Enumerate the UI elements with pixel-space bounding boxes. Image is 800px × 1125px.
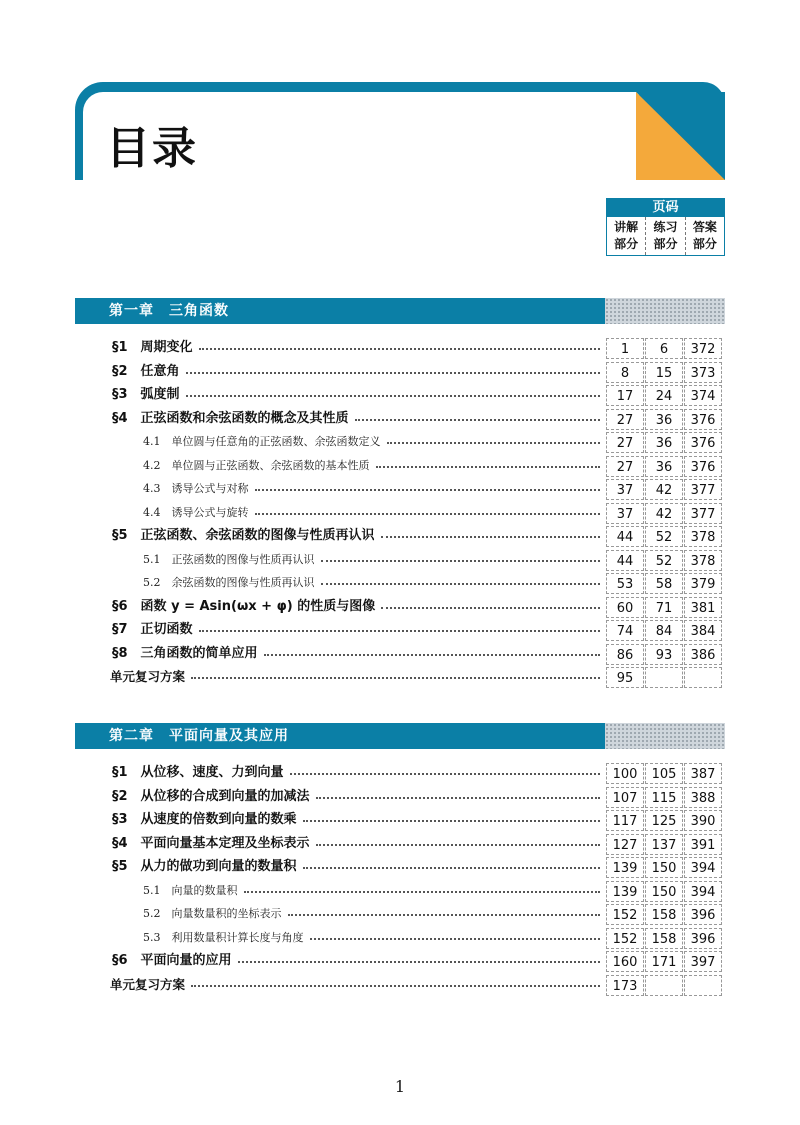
legend-col-line: 部分 xyxy=(692,237,717,251)
page-explain: 95 xyxy=(606,667,644,688)
page-practice: 171 xyxy=(645,951,683,972)
toc-entry-title: 4.1 单位圆与任意角的正弦函数、余弦函数定义 xyxy=(143,435,381,448)
page-answer: 396 xyxy=(684,928,722,949)
toc-entry[interactable] xyxy=(0,454,800,477)
page-practice: 42 xyxy=(645,479,683,500)
page-practice: 158 xyxy=(645,928,683,949)
dot-leader xyxy=(255,485,600,491)
toc-entry-title: 4.2 单位圆与正弦函数、余弦函数的基本性质 xyxy=(143,458,370,472)
page-explain: 139 xyxy=(606,881,644,902)
toc-entry[interactable] xyxy=(0,642,800,665)
page-practice: 52 xyxy=(645,550,683,571)
dot-leader xyxy=(290,769,600,775)
dot-leader xyxy=(186,368,600,374)
dot-leader xyxy=(316,793,600,799)
legend-col-line: 部分 xyxy=(653,237,678,251)
toc-entry-title: §2 从位移的合成到向量的加减法 xyxy=(112,788,310,804)
legend-col-answer xyxy=(685,217,724,255)
page-answer: 373 xyxy=(684,362,722,383)
toc-entry-title: 单元复习方案 xyxy=(110,976,186,992)
page-practice: 137 xyxy=(645,834,683,855)
page-explain: 1 xyxy=(606,338,644,359)
dot-leader xyxy=(288,910,600,916)
dot-leader xyxy=(316,840,600,846)
page-code-legend xyxy=(606,198,725,256)
page-practice xyxy=(645,975,683,996)
chapter-title: 第二章 平面向量及其应用 xyxy=(75,723,605,749)
chapter-header-pattern xyxy=(605,298,725,324)
toc-entry-title: 5.2 余弦函数的图像与性质再认识 xyxy=(143,576,315,589)
page-answer: 376 xyxy=(684,456,722,477)
page-practice: 42 xyxy=(645,503,683,524)
page-answer: 391 xyxy=(684,834,722,855)
page-answer: 396 xyxy=(684,904,722,925)
page-explain: 152 xyxy=(606,904,644,925)
toc-entry[interactable] xyxy=(0,477,800,500)
page-practice: 36 xyxy=(645,432,683,453)
page-practice: 24 xyxy=(645,385,683,406)
legend-col-explain xyxy=(607,217,645,255)
page-explain: 53 xyxy=(606,573,644,594)
legend-col-line: 答案 xyxy=(692,220,717,234)
dot-leader xyxy=(321,556,600,562)
toc-entry[interactable] xyxy=(0,879,800,902)
page-explain: 27 xyxy=(606,432,644,453)
toc-entry-title: 4.4 诱导公式与旋转 xyxy=(143,505,249,519)
toc-entry-title: 5.3 利用数量积计算长度与角度 xyxy=(143,930,304,944)
page-explain: 17 xyxy=(606,385,644,406)
page-practice: 36 xyxy=(645,409,683,430)
toc-entry-title: 单元复习方案 xyxy=(110,669,186,684)
page-answer: 394 xyxy=(684,857,722,878)
page-answer: 374 xyxy=(684,385,722,406)
dot-leader xyxy=(376,462,600,468)
toc-entry[interactable] xyxy=(0,973,800,996)
toc-entry[interactable] xyxy=(0,407,800,430)
toc-entry-title: 4.3 诱导公式与对称 xyxy=(143,482,249,495)
dot-leader xyxy=(238,957,600,963)
toc-entry[interactable] xyxy=(0,949,800,972)
toc-entry-title: §3 从速度的倍数到向量的数乘 xyxy=(112,812,297,827)
page-explain: 139 xyxy=(606,857,644,878)
page-answer: 384 xyxy=(684,620,722,641)
dot-leader xyxy=(191,673,600,679)
dot-leader xyxy=(310,934,600,940)
toc-entry-title: §1 从位移、速度、力到向量 xyxy=(112,765,284,780)
toc-entry-title: §7 正切函数 xyxy=(112,622,193,637)
page-practice: 6 xyxy=(645,338,683,359)
page-explain: 160 xyxy=(606,951,644,972)
dot-leader xyxy=(264,650,600,656)
dot-leader xyxy=(303,816,600,822)
dot-leader xyxy=(199,344,600,350)
toc-entry[interactable] xyxy=(0,360,800,383)
legend-col-line: 部分 xyxy=(614,237,639,251)
dot-leader xyxy=(186,391,600,397)
dot-leader xyxy=(387,438,600,444)
page-answer: 376 xyxy=(684,432,722,453)
page-practice: 84 xyxy=(645,620,683,641)
chapter-header xyxy=(75,298,725,324)
toc-entry[interactable] xyxy=(0,785,800,808)
legend-col-practice xyxy=(645,217,684,255)
toc-entry-title: §6 平面向量的应用 xyxy=(112,953,232,968)
toc-entry[interactable] xyxy=(0,855,800,878)
page-explain: 37 xyxy=(606,479,644,500)
toc-entry[interactable] xyxy=(0,926,800,949)
page-explain: 107 xyxy=(606,787,644,808)
page-explain: 37 xyxy=(606,503,644,524)
page-explain: 152 xyxy=(606,928,644,949)
toc-entry-title: §6 函数 y = Asin(ωx + φ) 的性质与图像 xyxy=(112,598,376,614)
dot-leader xyxy=(321,579,600,585)
toc-entry-title: §1 周期变化 xyxy=(112,340,193,355)
toc-entry[interactable] xyxy=(0,761,800,784)
toc-entry-title: §5 正弦函数、余弦函数的图像与性质再认识 xyxy=(112,528,375,543)
page-answer: 394 xyxy=(684,881,722,902)
dot-leader xyxy=(303,863,600,869)
toc-entry[interactable] xyxy=(0,501,800,524)
toc-entry-title: 5.1 正弦函数的图像与性质再认识 xyxy=(143,552,315,566)
page-title: 目录 xyxy=(106,123,198,174)
page-explain: 27 xyxy=(606,456,644,477)
toc-entry-title: 5.2 向量数量积的坐标表示 xyxy=(143,907,282,920)
page-answer: 372 xyxy=(684,338,722,359)
page-answer: 379 xyxy=(684,573,722,594)
toc-entry[interactable] xyxy=(0,595,800,618)
page-answer: 377 xyxy=(684,503,722,524)
toc-entry-title: §4 平面向量基本定理及坐标表示 xyxy=(112,835,310,851)
page-practice: 15 xyxy=(645,362,683,383)
page-explain: 27 xyxy=(606,409,644,430)
page-explain: 100 xyxy=(606,763,644,784)
page-practice: 36 xyxy=(645,456,683,477)
legend-header: 页码 xyxy=(607,199,724,217)
toc-entry[interactable] xyxy=(0,383,800,406)
toc-entry-title: §5 从力的做功到向量的数量积 xyxy=(112,859,297,874)
toc-entry[interactable] xyxy=(0,336,800,359)
dot-leader xyxy=(199,626,600,632)
page-explain: 60 xyxy=(606,597,644,618)
page-practice: 58 xyxy=(645,573,683,594)
toc-entry[interactable] xyxy=(0,618,800,641)
dot-leader xyxy=(191,981,600,987)
page-explain: 127 xyxy=(606,834,644,855)
toc-entry[interactable] xyxy=(0,571,800,594)
page-answer: 376 xyxy=(684,409,722,430)
page-practice: 93 xyxy=(645,644,683,665)
toc-entry[interactable] xyxy=(0,665,800,688)
page-practice xyxy=(645,667,683,688)
legend-col-line: 讲解 xyxy=(614,220,639,234)
toc-entry[interactable] xyxy=(0,430,800,453)
page-explain: 117 xyxy=(606,810,644,831)
page-number: 1 xyxy=(394,1077,406,1096)
page-practice: 150 xyxy=(645,857,683,878)
page-answer xyxy=(684,667,722,688)
dot-leader xyxy=(244,887,600,893)
page-answer: 381 xyxy=(684,597,722,618)
chapter-title: 第一章 三角函数 xyxy=(75,298,605,324)
page-answer xyxy=(684,975,722,996)
page-answer: 397 xyxy=(684,951,722,972)
page-practice: 52 xyxy=(645,526,683,547)
page-answer: 388 xyxy=(684,787,722,808)
chapter-header-pattern xyxy=(605,723,725,749)
page-answer: 386 xyxy=(684,644,722,665)
page-practice: 105 xyxy=(645,763,683,784)
page-answer: 378 xyxy=(684,526,722,547)
toc-entry[interactable] xyxy=(0,832,800,855)
page-answer: 387 xyxy=(684,763,722,784)
page-explain: 8 xyxy=(606,362,644,383)
dot-leader xyxy=(255,509,600,515)
toc-entry[interactable] xyxy=(0,808,800,831)
chapter-header xyxy=(75,723,725,749)
page-practice: 125 xyxy=(645,810,683,831)
toc-entry-title: §4 正弦函数和余弦函数的概念及其性质 xyxy=(112,410,349,426)
page-explain: 44 xyxy=(606,526,644,547)
dot-leader xyxy=(381,532,600,538)
page-practice: 71 xyxy=(645,597,683,618)
page-explain: 74 xyxy=(606,620,644,641)
toc-entry-title: §2 任意角 xyxy=(112,363,180,379)
page-explain: 44 xyxy=(606,550,644,571)
dot-leader xyxy=(381,603,600,609)
page-answer: 377 xyxy=(684,479,722,500)
page-answer: 390 xyxy=(684,810,722,831)
dot-leader xyxy=(355,415,600,421)
toc-entry-title: §8 三角函数的简单应用 xyxy=(112,645,258,661)
toc-entry[interactable] xyxy=(0,548,800,571)
page-practice: 115 xyxy=(645,787,683,808)
legend-col-line: 练习 xyxy=(653,220,678,234)
toc-entry[interactable] xyxy=(0,524,800,547)
page-practice: 150 xyxy=(645,881,683,902)
page-explain: 173 xyxy=(606,975,644,996)
toc-entry-title: 5.1 向量的数量积 xyxy=(143,883,238,897)
toc-entry[interactable] xyxy=(0,902,800,925)
page-answer: 378 xyxy=(684,550,722,571)
toc-entry-title: §3 弧度制 xyxy=(112,387,180,402)
page-practice: 158 xyxy=(645,904,683,925)
page-explain: 86 xyxy=(606,644,644,665)
